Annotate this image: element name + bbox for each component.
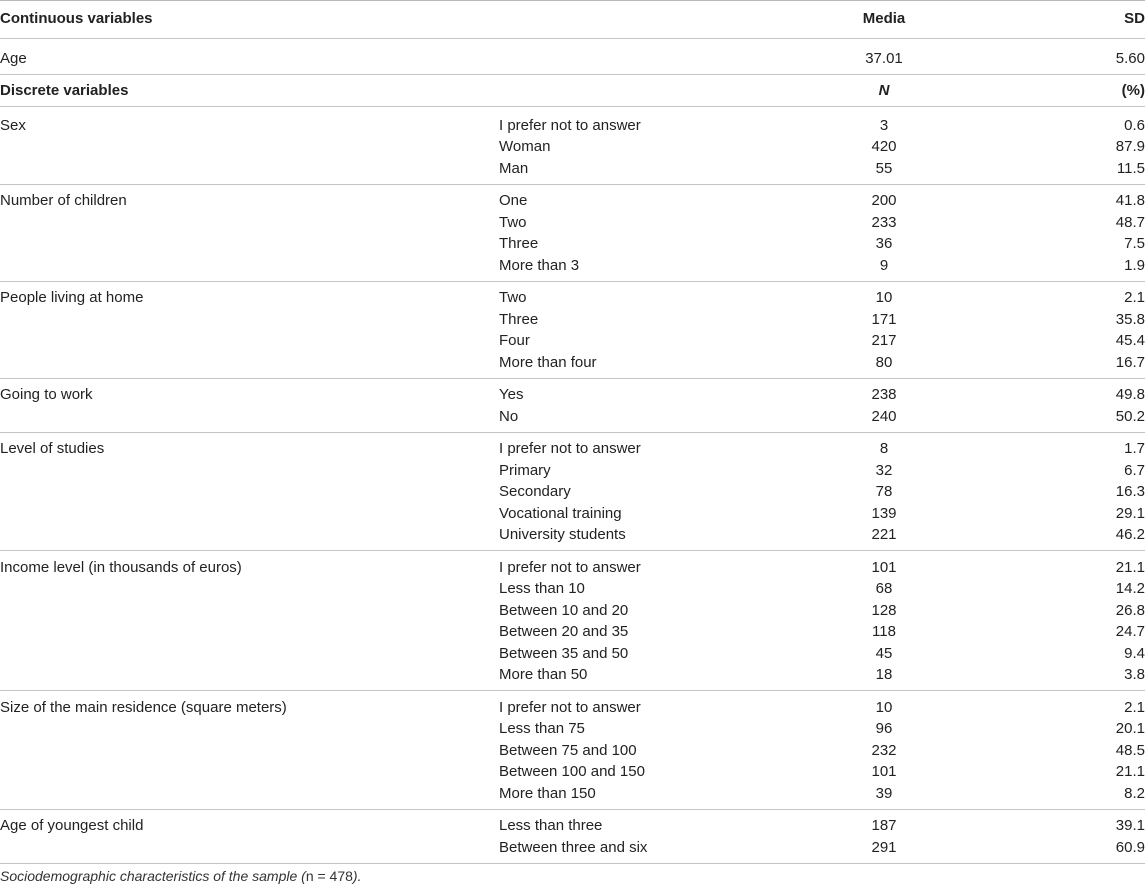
row-category-label: Yes <box>499 386 524 403</box>
row-n-value: 10 <box>875 698 893 716</box>
row-variable-label: Number of children <box>0 192 127 209</box>
row-n-value: 217 <box>871 332 897 349</box>
table-row <box>0 524 1145 546</box>
row-percent-value: 24.7 <box>1115 623 1145 640</box>
discrete-variables-heading: Discrete variables <box>0 82 129 99</box>
row-n-value: 233 <box>871 213 897 231</box>
table-row <box>0 740 1145 762</box>
table-row <box>0 406 1145 428</box>
row-separator <box>0 809 1145 810</box>
row-n-value: 139 <box>871 504 897 522</box>
row-category-label: I prefer not to answer <box>499 116 641 134</box>
row-separator <box>0 106 1145 107</box>
row-n-value: 238 <box>871 386 897 403</box>
table-row <box>0 481 1145 503</box>
row-category-label: Two <box>499 213 527 231</box>
row-category-label: Three <box>499 310 539 328</box>
table-row <box>0 718 1145 740</box>
table-row <box>0 438 1145 460</box>
table-row <box>0 330 1145 352</box>
discrete-header-row <box>0 80 1145 102</box>
row-category-label: I prefer not to answer <box>499 698 641 716</box>
row-category-label: Less than three <box>499 817 603 834</box>
row-category-label: Three <box>499 235 539 252</box>
row-percent-value: 11.5 <box>1116 159 1145 177</box>
row-percent-value: 21.1 <box>1115 763 1145 780</box>
row-category-label: No <box>499 407 519 425</box>
row-variable-label: Sex <box>0 116 26 134</box>
row-n-value: 68 <box>875 580 893 597</box>
row-mean-value: 37.01 <box>865 50 903 67</box>
row-n-value: 232 <box>871 741 897 759</box>
row-separator <box>0 690 1145 691</box>
table-row-age <box>0 48 1145 70</box>
caption-end: ). <box>352 868 362 884</box>
row-category-label: Less than 10 <box>499 580 585 597</box>
row-separator <box>0 281 1145 282</box>
table-row <box>0 460 1145 482</box>
row-category-label: More than four <box>499 353 597 371</box>
row-category-label: One <box>499 192 528 209</box>
row-n-value: 291 <box>871 838 897 856</box>
row-category-label: I prefer not to answer <box>499 440 641 457</box>
row-percent-value: 9.4 <box>1124 644 1145 662</box>
row-separator <box>0 74 1145 75</box>
row-separator <box>0 378 1145 379</box>
row-variable-label: Income level (in thousands of euros) <box>0 558 242 576</box>
table-row <box>0 557 1145 579</box>
row-n-value: 39 <box>875 784 893 802</box>
row-n-value: 96 <box>875 720 893 737</box>
row-category-label: Man <box>499 159 529 177</box>
table-row <box>0 352 1145 374</box>
row-percent-value: 3.8 <box>1124 666 1145 683</box>
row-percent-value: 49.8 <box>1115 386 1145 403</box>
row-percent-value: 60.9 <box>1115 838 1145 856</box>
row-n-value: 78 <box>875 483 893 500</box>
row-category-label: Secondary <box>499 483 571 500</box>
row-separator <box>0 184 1145 185</box>
row-percent-value: 16.7 <box>1115 353 1145 371</box>
row-category-label: Between 20 and 35 <box>499 623 629 640</box>
row-sd-value: 5.60 <box>1115 50 1145 67</box>
table-row <box>0 697 1145 719</box>
n-column-heading: N <box>878 82 890 99</box>
row-category-label: Vocational training <box>499 504 622 522</box>
continuous-variables-heading: Continuous variables <box>0 10 153 27</box>
row-variable-label: Going to work <box>0 386 93 403</box>
row-percent-value: 1.7 <box>1124 440 1145 457</box>
row-category-label: Between 100 and 150 <box>499 763 645 780</box>
table-row <box>0 384 1145 406</box>
row-category-label: Two <box>499 289 527 306</box>
row-category-label: More than 150 <box>499 784 596 802</box>
row-n-value: 8 <box>879 440 889 457</box>
mean-column-heading: Media <box>862 10 906 27</box>
table-row <box>0 212 1145 234</box>
table-row <box>0 255 1145 277</box>
table-row <box>0 837 1145 859</box>
row-percent-value: 46.2 <box>1115 526 1145 543</box>
row-separator <box>0 550 1145 551</box>
row-n-value: 55 <box>875 159 893 177</box>
row-percent-value: 39.1 <box>1115 817 1145 834</box>
row-category-label: Between 10 and 20 <box>499 601 629 619</box>
table-row <box>0 643 1145 665</box>
row-percent-value: 35.8 <box>1115 310 1145 328</box>
table-row <box>0 600 1145 622</box>
row-variable-label: Age <box>0 50 27 67</box>
row-percent-value: 2.1 <box>1124 289 1145 306</box>
row-n-value: 9 <box>879 256 889 274</box>
table-row <box>0 664 1145 686</box>
row-percent-value: 48.7 <box>1115 213 1145 231</box>
row-category-label: Between 75 and 100 <box>499 741 637 759</box>
row-n-value: 221 <box>871 526 897 543</box>
row-percent-value: 7.5 <box>1124 235 1145 252</box>
row-n-value: 101 <box>871 558 897 576</box>
row-category-label: University students <box>499 526 626 543</box>
table-row <box>0 136 1145 158</box>
row-n-value: 240 <box>871 407 897 425</box>
row-percent-value: 21.1 <box>1115 558 1145 576</box>
row-percent-value: 48.5 <box>1115 741 1145 759</box>
table-top-rule <box>0 0 1145 1</box>
row-percent-value: 50.2 <box>1115 407 1145 425</box>
percent-column-heading: (%) <box>1121 82 1145 99</box>
row-category-label: Between 35 and 50 <box>499 644 629 662</box>
table-row <box>0 309 1145 331</box>
row-n-value: 18 <box>875 666 893 683</box>
table-row <box>0 815 1145 837</box>
table-row <box>0 578 1145 600</box>
table-caption <box>0 868 361 884</box>
row-percent-value: 29.1 <box>1115 504 1145 522</box>
table-row <box>0 190 1145 212</box>
row-category-label: Four <box>499 332 530 349</box>
row-percent-value: 14.2 <box>1115 580 1145 597</box>
row-percent-value: 20.1 <box>1115 720 1145 737</box>
row-category-label: Less than 75 <box>499 720 585 737</box>
row-category-label: More than 3 <box>499 256 580 274</box>
row-n-value: 80 <box>875 353 893 371</box>
row-separator <box>0 432 1145 433</box>
row-variable-label: Level of studies <box>0 440 105 457</box>
row-separator <box>0 863 1145 864</box>
table-row <box>0 621 1145 643</box>
row-category-label: Between three and six <box>499 838 648 856</box>
row-percent-value: 0.6 <box>1124 116 1145 134</box>
row-n-value: 3 <box>879 116 889 134</box>
row-n-value: 171 <box>871 310 897 328</box>
row-n-value: 45 <box>875 644 893 662</box>
caption-sample-size: n = 478 <box>305 868 353 884</box>
row-n-value: 36 <box>875 235 893 252</box>
row-percent-value: 26.8 <box>1115 601 1145 619</box>
row-n-value: 10 <box>875 289 893 306</box>
table-row <box>0 783 1145 805</box>
table-row <box>0 115 1145 137</box>
caption-text: Sociodemographic characteristics of the sample ( <box>0 868 306 884</box>
row-n-value: 32 <box>875 461 893 479</box>
row-category-label: More than 50 <box>499 666 588 683</box>
table-row <box>0 503 1145 525</box>
row-category-label: Woman <box>499 138 551 155</box>
row-n-value: 200 <box>871 192 897 209</box>
row-percent-value: 1.9 <box>1124 256 1145 274</box>
row-n-value: 101 <box>871 763 897 780</box>
table-row <box>0 287 1145 309</box>
row-variable-label: People living at home <box>0 289 144 306</box>
row-percent-value: 45.4 <box>1115 332 1145 349</box>
row-n-value: 118 <box>872 623 896 640</box>
row-variable-label: Age of youngest child <box>0 817 144 834</box>
continuous-header-row <box>0 8 1145 30</box>
row-separator <box>0 38 1145 39</box>
sd-column-heading: SD <box>1124 10 1145 27</box>
row-n-value: 187 <box>871 817 897 834</box>
row-percent-value: 87.9 <box>1115 138 1145 155</box>
row-percent-value: 6.7 <box>1124 461 1145 479</box>
row-category-label: I prefer not to answer <box>499 558 641 576</box>
table-row <box>0 761 1145 783</box>
row-variable-label: Size of the main residence (square meters) <box>0 698 287 716</box>
row-n-value: 420 <box>871 138 897 155</box>
row-category-label: Primary <box>499 461 551 479</box>
row-n-value: 128 <box>871 601 897 619</box>
row-percent-value: 8.2 <box>1124 784 1145 802</box>
row-percent-value: 41.8 <box>1115 192 1145 209</box>
row-percent-value: 16.3 <box>1115 483 1145 500</box>
table-row <box>0 233 1145 255</box>
row-percent-value: 2.1 <box>1124 698 1145 716</box>
table-row <box>0 158 1145 180</box>
